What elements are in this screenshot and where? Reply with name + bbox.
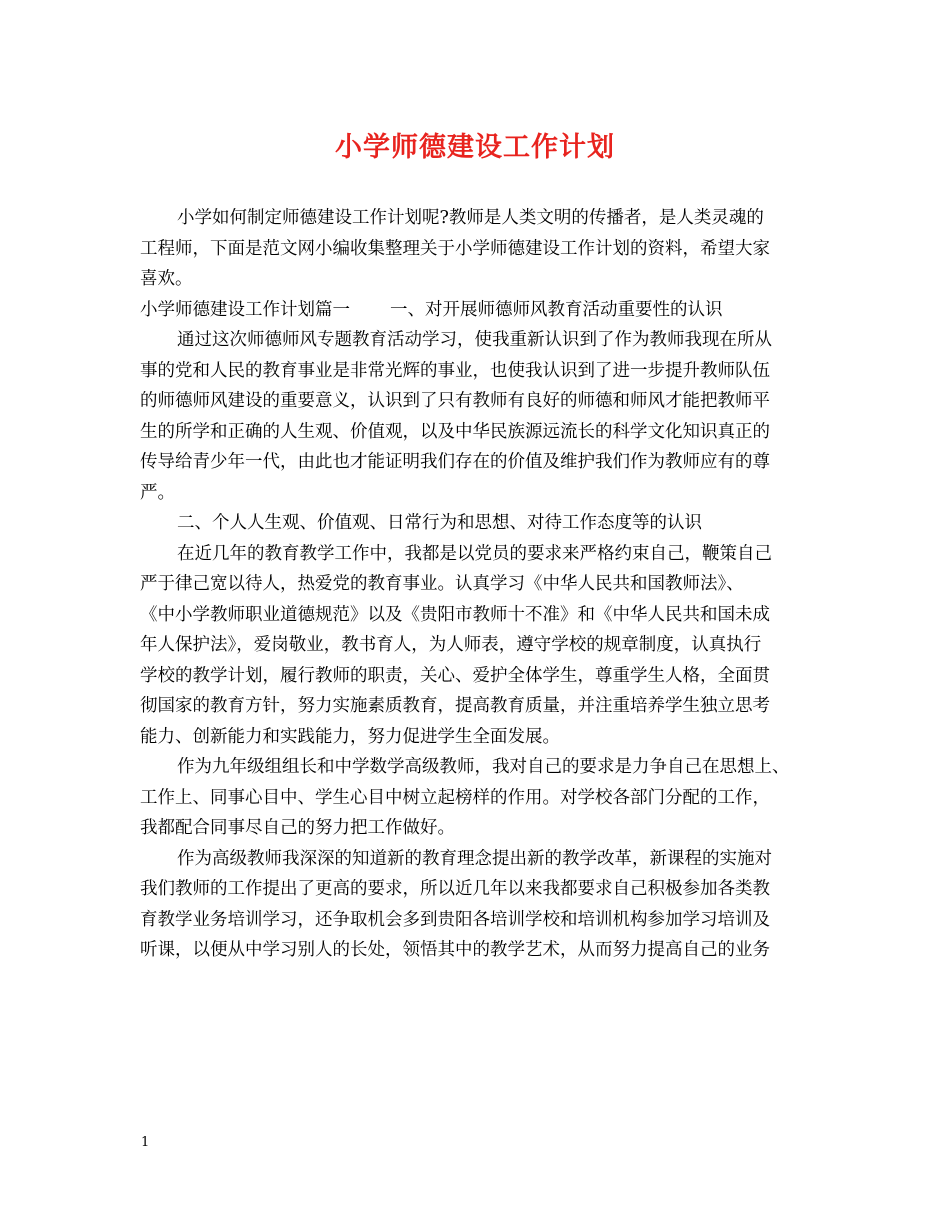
body-line: 通过这次师德师风专题教育活动学习，使我重新认识到了作为教师我现在所从 (177, 330, 772, 350)
document-body (140, 203, 830, 966)
body-line: 严于律己宽以待人，热爱党的教育事业。认真学习《中华人民共和国教师法》、 (140, 574, 744, 594)
body-line: 年人保护法》，爱岗敬业，教书育人，为人师表，遵守学校的规章制度，认真执行 (140, 635, 762, 655)
body-line: 喜欢。 (140, 269, 193, 289)
section-heading-line (140, 295, 830, 326)
body-line: 事的党和人民的教育事业是非常光辉的事业，也使我认识到了进一步提升教师队伍 (140, 360, 770, 381)
body-line: 能力、创新能力和实践能力，努力促进学生全面发展。 (140, 726, 560, 747)
body-line: 听课，以便从中学习别人的长处，领悟其中的教学艺术，从而努力提高自己的业务 (140, 940, 770, 960)
body-line: 工作上、同事心目中、学生心目中树立起榜样的作用。对学校各部门分配的工作， (140, 787, 770, 808)
page-number: 1 (141, 1135, 150, 1150)
page-title: 小学师德建设工作计划 (335, 132, 615, 163)
body-line: 严。 (140, 482, 175, 503)
body-line: 小学如何制定师德建设工作计划呢?教师是人类文明的传播者，是人类灵魂的 (177, 208, 764, 228)
body-line: 我们教师的工作提出了更高的要求，所以近几年以来我都要求自己积极参加各类教 (140, 879, 770, 899)
body-line: 在近几年的教育教学工作中，我都是以党员的要求来严格约束自己，鞭策自己 (177, 543, 772, 564)
body-line: 传导给青少年一代，由此也才能证明我们存在的价值及维护我们作为教师应有的尊 (140, 452, 770, 472)
body-line: 育教学业务培训学习，还争取机会多到贵阳各培训学校和培训机构参加学习培训及 (140, 909, 770, 930)
body-line: 作为高级教师我深深的知道新的教育理念提出新的教学改革，新课程的实施对 (177, 848, 772, 869)
body-line: 工程师，下面是范文网小编收集整理关于小学师德建设工作计划的资料，希望大家 (140, 238, 770, 259)
article-heading: 小学师德建设工作计划篇一 (140, 299, 350, 320)
body-line: 的师德师风建设的重要意义，认识到了只有教师有良好的师德和师风才能把教师平 (140, 391, 770, 411)
body-line: 作为九年级组组长和中学数学高级教师，我对自己的要求是力争自己在思想上、 (177, 757, 790, 777)
body-line: 生的所学和正确的人生观、价值观，以及中华民族源远流长的科学文化知识真正的 (140, 421, 770, 442)
section-heading: 二、个人人生观、价值观、日常行为和思想、对待工作态度等的认识 (177, 513, 702, 533)
body-line: 我都配合同事尽自己的努力把工作做好。 (140, 818, 455, 838)
body-line: 彻国家的教育方针，努力实施素质教育，提高教育质量，并注重培养学生独立思考 (140, 696, 770, 716)
section-heading: 一、对开展师德师风教育活动重要性的认识 (390, 299, 723, 320)
body-line: 学校的教学计划，履行教师的职责，关心、爱护全体学生，尊重学生人格，全面贯 (140, 665, 770, 686)
body-line: 《中小学教师职业道德规范》以及《贵阳市教师十不准》和《中华人民共和国未成 (140, 604, 770, 625)
